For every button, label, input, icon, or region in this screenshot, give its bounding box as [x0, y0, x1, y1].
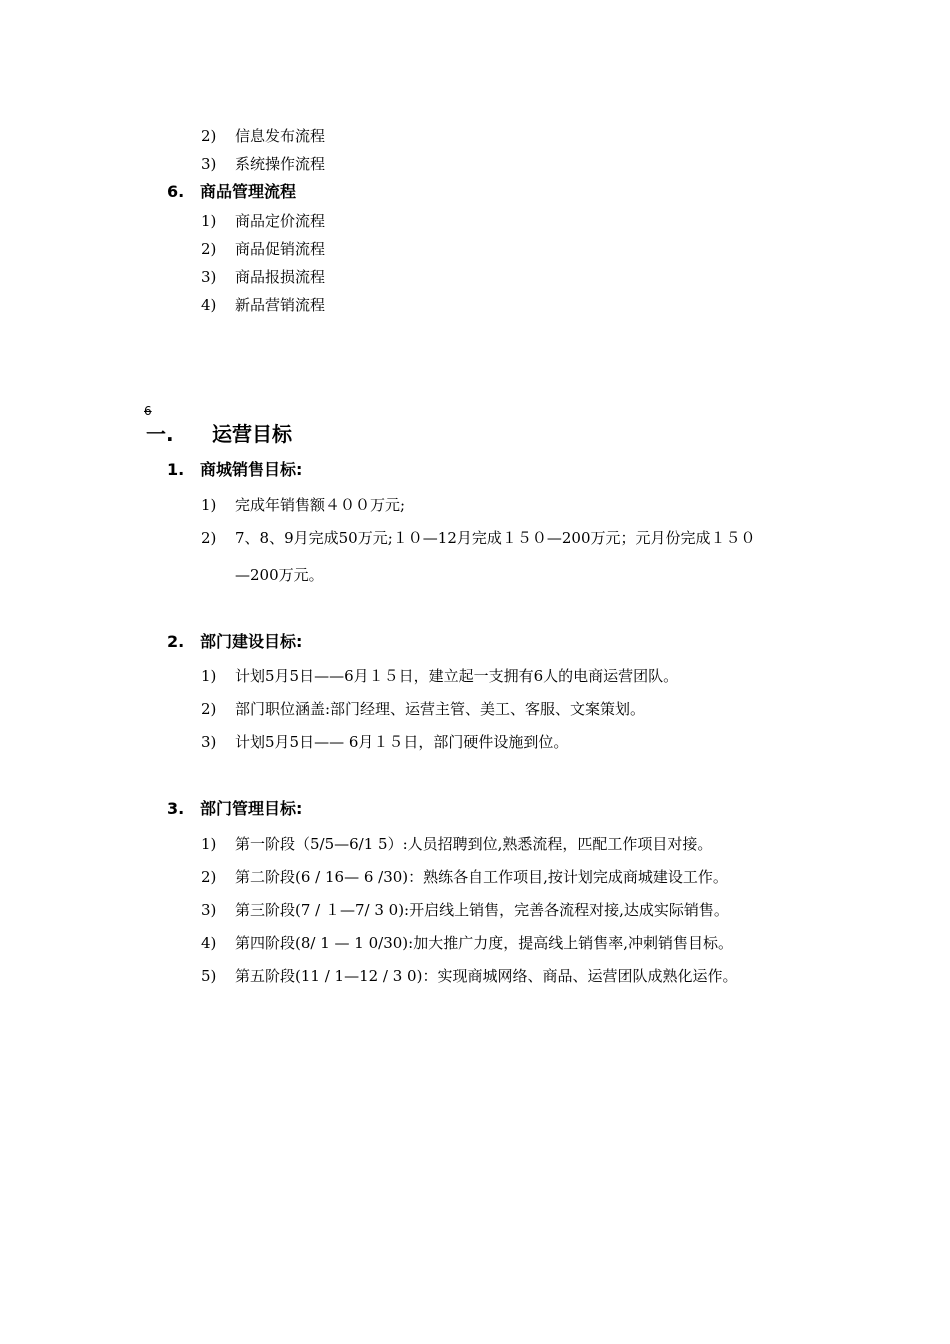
list-text: 商品促销流程 [235, 240, 326, 258]
list-number: 4) [201, 934, 217, 952]
list-text: 第三阶段(7 / １—7/ 3 0):开启线上销售，完善各流程对接,达成实际销售。 [235, 901, 729, 919]
section-number: 1. [167, 460, 185, 479]
section-title: 商城销售目标: [200, 460, 303, 479]
list-number: 2) [201, 529, 217, 547]
list-number: 1) [201, 496, 217, 514]
section-number: 2. [167, 632, 185, 651]
list-number: 5) [201, 967, 217, 985]
list-text: 信息发布流程 [235, 127, 326, 145]
list-text: 第二阶段(6 / 16— 6 /30)：熟练各自工作项目,按计划完成商城建设工作。 [235, 868, 728, 886]
list-text: 7、8、9月完成50万元;１０—12月完成１５０—200万元；元月份完成１５０ [235, 529, 756, 547]
section-title: 商品管理流程 [200, 182, 297, 201]
list-text: 商品报损流程 [235, 268, 326, 286]
section-title: 部门管理目标: [200, 799, 303, 818]
list-number: 2) [201, 700, 217, 718]
list-text: 商品定价流程 [235, 212, 326, 230]
list-text: 第五阶段(11 / 1—12 / 3 0)：实现商城网络、商品、运营团队成熟化运作。 [235, 967, 738, 985]
list-number: 3) [201, 268, 217, 286]
list-text: 第四阶段(8/ 1 — 1 0/30):加大推广力度，提高线上销售率,冲刺销售目标。 [235, 934, 733, 952]
list-text: 部门职位涵盖:部门经理、运营主管、美工、客服、文案策划。 [235, 700, 646, 718]
section-number: 3. [167, 799, 185, 818]
list-text: 系统操作流程 [235, 155, 326, 173]
chapter-title: 运营目标 [212, 422, 292, 446]
list-text: 新品营销流程 [235, 296, 326, 314]
list-number: 2) [201, 240, 217, 258]
revision-mark: 6 [144, 404, 152, 418]
list-text: 计划5月5日—— 6月１５日，部门硬件设施到位。 [235, 733, 569, 751]
list-number: 2) [201, 868, 217, 886]
list-number: 3) [201, 901, 217, 919]
list-number: 1) [201, 835, 217, 853]
section-number: 6. [167, 182, 185, 201]
list-number: 1) [201, 212, 217, 230]
list-number: 3) [201, 155, 217, 173]
list-text: 第一阶段（5/5—6/1 5）:人员招聘到位,熟悉流程，匹配工作项目对接。 [235, 835, 713, 853]
list-text-continuation: —200万元。 [235, 566, 324, 584]
list-text: 计划5月5日——6月１５日，建立起一支拥有6人的电商运营团队。 [235, 667, 679, 685]
section-title: 部门建设目标: [200, 632, 303, 651]
list-text: 完成年销售额４００万元; [235, 496, 406, 514]
list-number: 1) [201, 667, 217, 685]
list-number: 3) [201, 733, 217, 751]
list-number: 4) [201, 296, 217, 314]
list-number: 2) [201, 127, 217, 145]
chapter-number: 一. [146, 422, 174, 446]
